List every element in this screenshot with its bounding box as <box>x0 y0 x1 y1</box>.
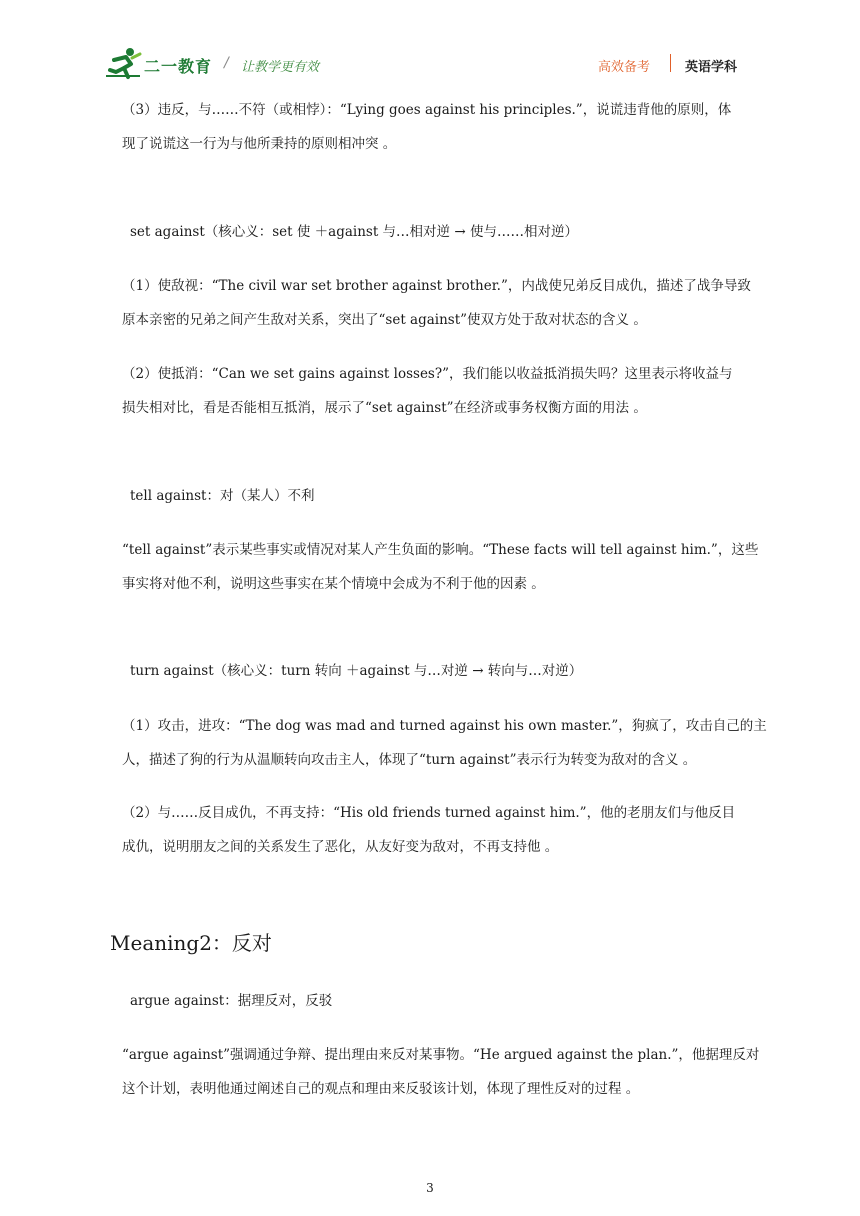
paragraph-line: 现了说谎这一行为与他所秉持的原则相冲突 。 <box>122 136 397 152</box>
slogan-separator: / <box>224 55 229 71</box>
phrase-heading-set-against: set against（核心义：set 使 ＋against 与…相对逆 → 使与……相对逆） <box>130 224 578 240</box>
paragraph-line: （1）使敌视：“The civil war set brother against brother.”，内战使兄弟反目成仇，描述了战争导致 <box>122 278 751 294</box>
header-divider <box>670 54 671 72</box>
paragraph-line: 人，描述了狗的行为从温顺转向攻击主人，体现了“turn against”表示行为转变为敌对的含义 。 <box>122 752 697 768</box>
brand-name: 二一教育 <box>144 57 213 76</box>
runner-logo-icon <box>104 46 142 80</box>
paragraph-line: （1）攻击，进攻：“The dog was mad and turned against his own master.”，狗疯了，攻击自己的主 <box>122 718 767 734</box>
paragraph-line: 这个计划，表明他通过阐述自己的观点和理由来反驳该计划，体现了理性反对的过程 。 <box>122 1081 640 1097</box>
paragraph-line: 成仇，说明朋友之间的关系发生了恶化，从友好变为敌对，不再支持他 。 <box>122 839 559 855</box>
paragraph-line: 事实将对他不利，说明这些事实在某个情境中会成为不利于他的因素 。 <box>122 576 545 592</box>
header-label: 高效备考 <box>598 60 651 75</box>
paragraph-line: 损失相对比，看是否能相互抵消，展示了“set against”在经济或事务权衡方面的用法 。 <box>122 400 647 416</box>
paragraph-line: 原本亲密的兄弟之间产生敌对关系，突出了“set against”使双方处于敌对状态的含义 。 <box>122 312 647 328</box>
paragraph-line: （2）与……反目成仇，不再支持：“His old friends turned against him.”，他的老朋友们与他反目 <box>122 805 736 821</box>
phrase-heading-tell-against: tell against：对（某人）不利 <box>130 488 315 504</box>
section-heading-meaning2: Meaning2：反对 <box>110 931 272 955</box>
page-header <box>0 0 860 90</box>
phrase-heading-argue-against: argue against：据理反对，反驳 <box>130 993 333 1009</box>
paragraph-line: （3）违反，与……不符（或相悖）：“Lying goes against his principles.”，说谎违背他的原则，体 <box>122 102 732 118</box>
phrase-heading-turn-against: turn against（核心义：turn 转向 ＋against 与…对逆 → 转向与…对逆） <box>130 663 583 679</box>
paragraph-line: “argue against”强调通过争辩、提出理由来反对某事物。“He argued against the plan.”，他据理反对 <box>122 1047 760 1063</box>
header-subject: 英语学科 <box>685 60 738 75</box>
paragraph-line: “tell against”表示某些事实或情况对某人产生负面的影响。“These facts will tell against him.”，这些 <box>122 542 759 558</box>
page-number: 3 <box>426 1181 434 1195</box>
paragraph-line: （2）使抵消：“Can we set gains against losses?”，我们能以收益抵消损失吗？这里表示将收益与 <box>122 366 733 382</box>
slogan: 让教学更有效 <box>241 60 320 75</box>
